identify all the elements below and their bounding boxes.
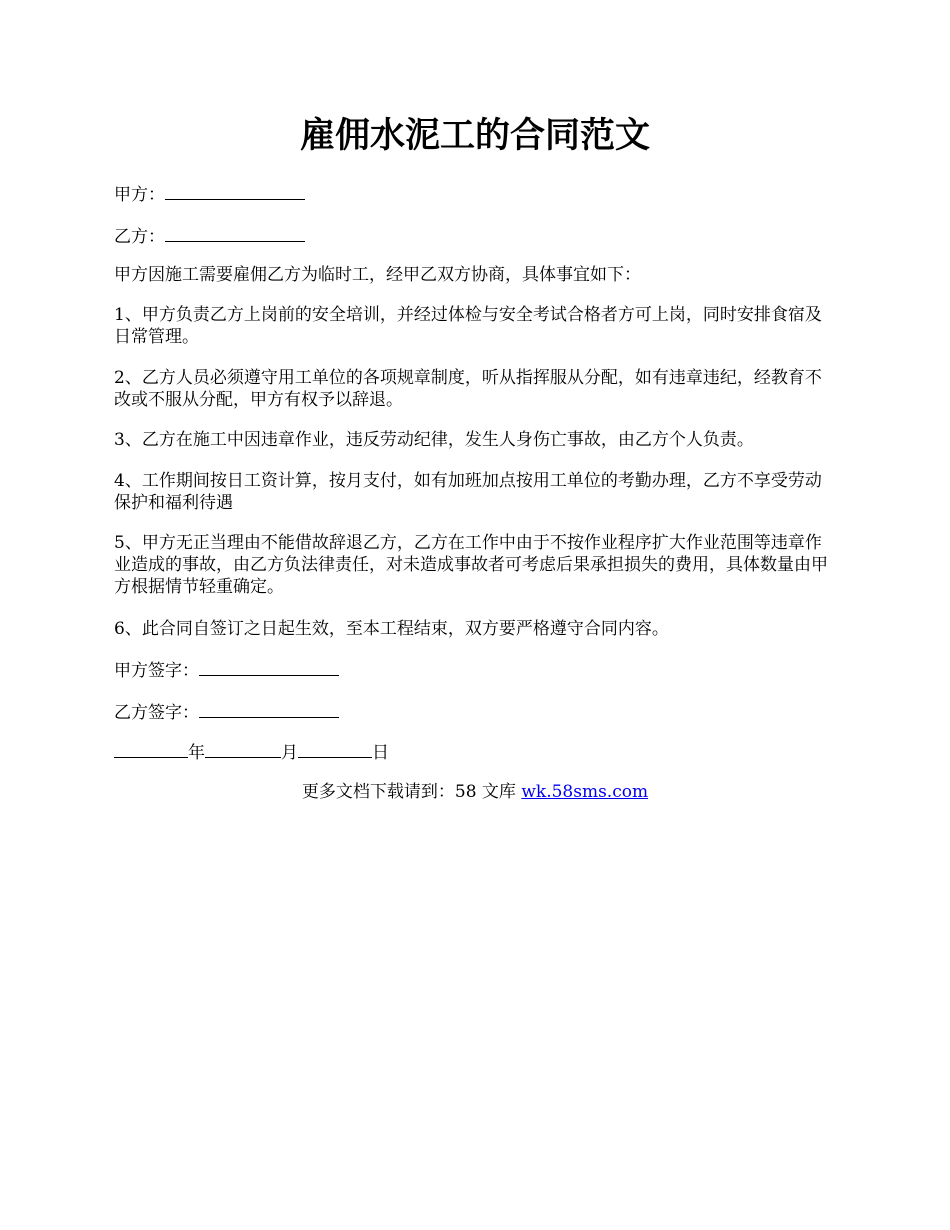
month-blank: [205, 740, 281, 758]
clause-4: 4、工作期间按日工资计算，按月支付，如有加班加点按用工单位的考勤办理，乙方不享受劳动保护和福利待遇: [114, 471, 822, 513]
footer-text: 更多文档下载请到：58 文库: [301, 782, 522, 802]
intro-paragraph: 甲方因施工需要雇佣乙方为临时工，经甲乙双方协商，具体事宜如下：: [114, 265, 641, 285]
party-b-blank: [165, 224, 305, 242]
clause-1: 1、甲方负责乙方上岗前的安全培训，并经过体检与安全考试合格者方可上岗，同时安排食宿及日常管理。: [114, 305, 822, 347]
party-b-label: 乙方：: [114, 227, 165, 247]
signature-b-blank: [199, 700, 339, 718]
document-title: 雇佣水泥工的合同范文: [299, 115, 650, 156]
footer: [0, 781, 950, 803]
party-a-blank: [165, 182, 305, 200]
clause-5: 5、甲方无正当理由不能借故辞退乙方，乙方在工作中由于不按作业程序扩大作业范围等违章作业造成的事故，由乙方负法律责任，对未造成事故者可考虑后果承担损失的费用，具体数量由甲方根据情节轻重确定。: [114, 533, 828, 597]
day-blank: [298, 740, 372, 758]
clause-2: 2、乙方人员必须遵守用工单位的各项规章制度，听从指挥服从分配，如有违章违纪，经教育不改或不服从分配，甲方有权予以辞退。: [114, 368, 822, 410]
month-label: 月: [281, 743, 298, 763]
year-blank: [114, 740, 188, 758]
party-b-line: [114, 224, 834, 248]
date-line: [114, 740, 834, 764]
party-a-label: 甲方：: [114, 185, 165, 205]
clause-3: 3、乙方在施工中因违章作业，违反劳动纪律，发生人身伤亡事故，由乙方个人负责。: [114, 430, 754, 450]
year-label: 年: [188, 743, 205, 763]
signature-a-line: [114, 658, 834, 682]
day-label: 日: [372, 743, 389, 763]
footer-link[interactable]: wk.58sms.com: [521, 782, 649, 802]
party-a-line: [114, 182, 834, 206]
signature-b-label: 乙方签字：: [114, 703, 199, 723]
clause-6: 6、此合同自签订之日起生效，至本工程结束，双方要严格遵守合同内容。: [114, 619, 669, 639]
signature-a-label: 甲方签字：: [114, 661, 199, 681]
signature-b-line: [114, 700, 834, 724]
signature-a-blank: [199, 658, 339, 676]
